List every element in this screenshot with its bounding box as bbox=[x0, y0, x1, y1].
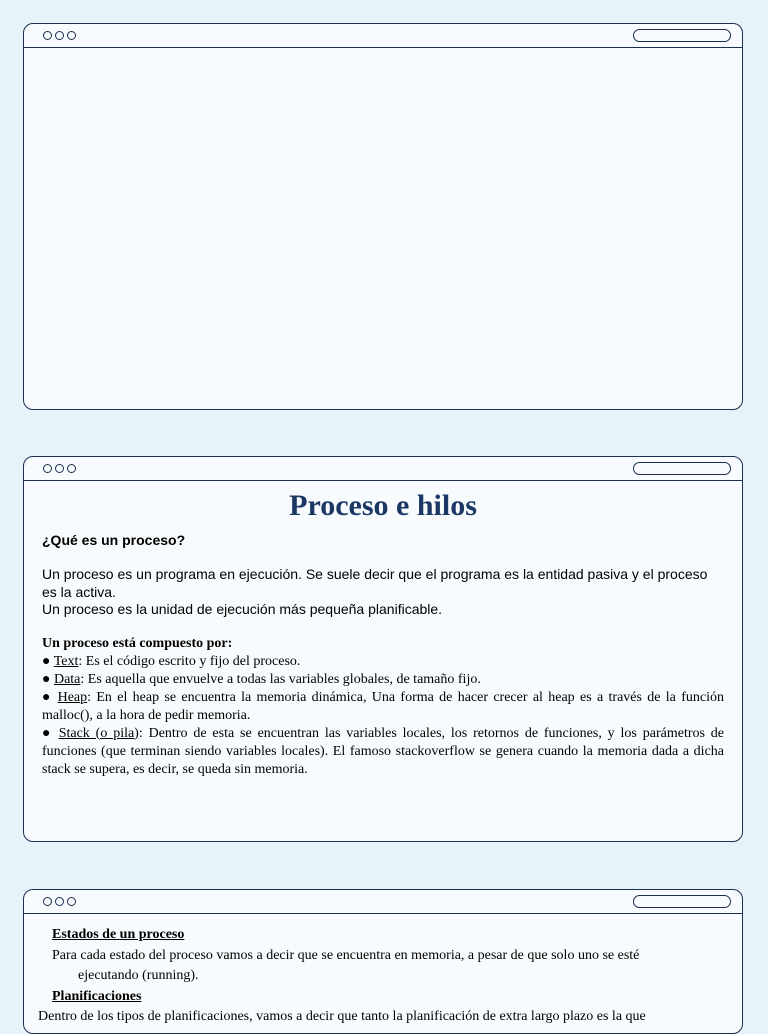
paragraph bbox=[42, 566, 724, 619]
window-dot-icon bbox=[55, 464, 64, 473]
list-item bbox=[42, 725, 724, 779]
bullet-icon: ● bbox=[42, 725, 53, 741]
bullet-icon: ● bbox=[42, 653, 51, 669]
window-title-bar bbox=[24, 890, 742, 914]
window-dot-icon bbox=[67, 897, 76, 906]
window-dot-icon bbox=[43, 897, 52, 906]
paragraph-line: ejecutando (running). bbox=[78, 968, 199, 983]
section-question: ¿Qué es un proceso? bbox=[42, 532, 186, 548]
page-content bbox=[24, 914, 742, 1028]
section-heading: Planificaciones bbox=[52, 988, 142, 1004]
window-dot-icon bbox=[67, 31, 76, 40]
bullet-icon: ● bbox=[42, 689, 53, 705]
window-controls bbox=[43, 464, 76, 473]
window-title-bar bbox=[24, 24, 742, 48]
paragraph-line: Un proceso es la unidad de ejecución más pequeña planificable. bbox=[42, 601, 443, 617]
term-text: Text bbox=[53, 653, 79, 669]
paragraph-line: Para cada estado del proceso vamos a decir que se encuentra en memoria, a pesar de que solo uno se esté bbox=[52, 947, 640, 963]
page-content bbox=[24, 481, 742, 779]
list-heading: Un proceso está compuesto por: bbox=[42, 635, 233, 651]
term-description: : En el heap se encuentra la memoria dinámica, Una forma de hacer crecer al heap es a través de la función malloc(), a la hora de pedir memoria. bbox=[42, 689, 724, 723]
window-dot-icon bbox=[55, 31, 64, 40]
window-dot-icon bbox=[43, 31, 52, 40]
address-bar bbox=[633, 895, 731, 908]
term-description: : Es aquella que envuelve a todas las variables globales, de tamaño fijo. bbox=[80, 671, 481, 687]
term-description: : Dentro de esta se encuentran las variables locales, los retornos de funciones, y los parámetros de funciones (que terminan siendo variables locales). El famoso stackoverflow se genera cuando la memoria dada a dicha stack se supera, es decir, se queda sin memoria. bbox=[42, 725, 725, 777]
bullet-icon: ● bbox=[42, 671, 51, 687]
term-stack: Stack (o pila) bbox=[58, 725, 139, 741]
page-window-2 bbox=[23, 456, 743, 842]
term-heap: Heap bbox=[57, 689, 88, 705]
window-dot-icon bbox=[43, 464, 52, 473]
window-controls bbox=[43, 31, 76, 40]
page-title: Proceso e hilos bbox=[289, 489, 477, 522]
paragraph-line: Un proceso es un programa en ejecución. Se suele decir que el programa es la entidad pasiva y el proceso es la activa. bbox=[42, 566, 708, 600]
window-dot-icon bbox=[67, 464, 76, 473]
address-bar bbox=[633, 29, 731, 42]
window-title-bar bbox=[24, 457, 742, 481]
term-data: Data bbox=[53, 671, 81, 687]
term-description: : Es el código escrito y fijo del proceso. bbox=[78, 653, 301, 669]
list-item bbox=[42, 671, 724, 689]
paragraph bbox=[52, 946, 728, 987]
window-controls bbox=[43, 897, 76, 906]
list-item bbox=[42, 689, 724, 725]
address-bar bbox=[633, 462, 731, 475]
paragraph: Dentro de los tipos de planificaciones, vamos a decir que tanto la planificación de extra largo plazo es la que bbox=[38, 1009, 646, 1024]
page-window-1 bbox=[23, 23, 743, 410]
section-heading: Estados de un proceso bbox=[52, 927, 185, 942]
composition-list bbox=[42, 635, 724, 779]
window-dot-icon bbox=[55, 897, 64, 906]
list-item bbox=[42, 653, 724, 671]
page-window-3 bbox=[23, 889, 743, 1034]
